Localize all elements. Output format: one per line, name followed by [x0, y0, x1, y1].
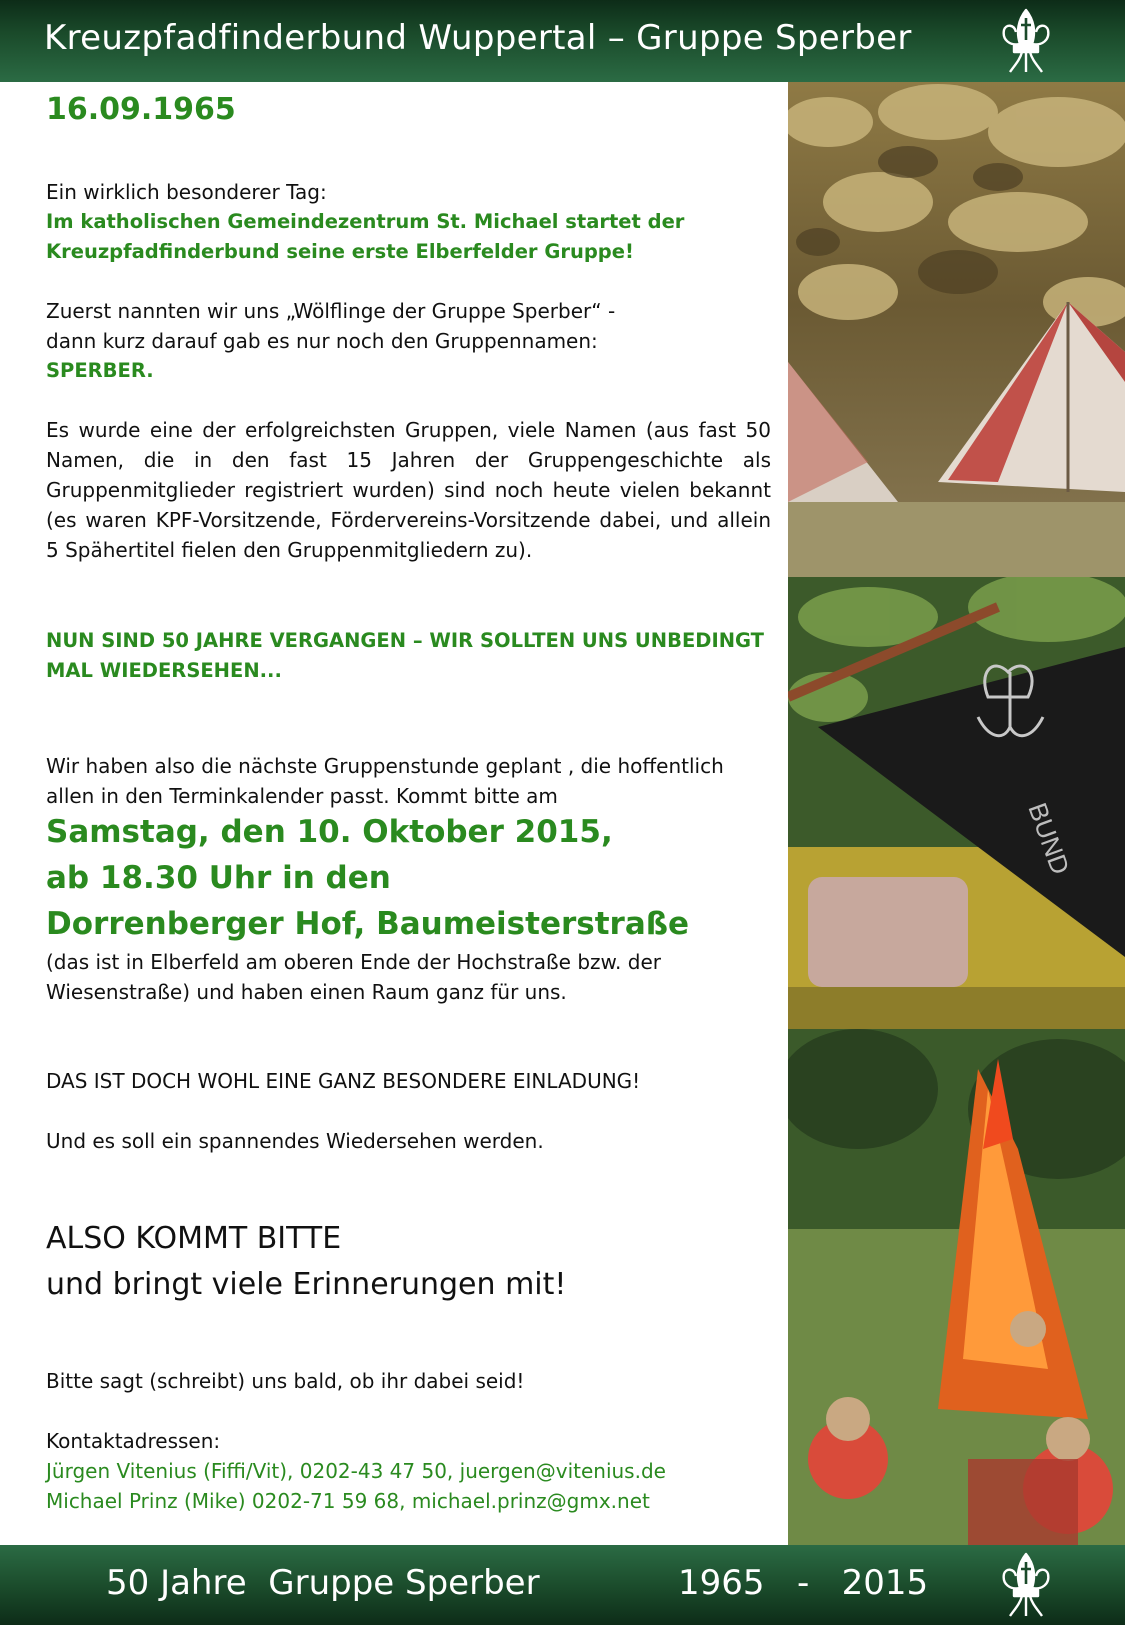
founding-date: 16.09.1965: [46, 92, 236, 127]
names-line2: dann kurz darauf gab es nur noch den Gruppennamen:: [46, 329, 598, 353]
page-header: [0, 0, 1125, 82]
scout-lily-cross-icon: [996, 1550, 1056, 1620]
svg-text:BUND: BUND: [1022, 798, 1076, 879]
call-line1: ALSO KOMMT BITTE: [46, 1221, 342, 1256]
special-invite: DAS IST DOCH WOHL EINE GANZ BESONDERE EINLADUNG!: [46, 1069, 641, 1093]
group-name: SPERBER.: [46, 359, 154, 382]
contact-prinz: Michael Prinz (Mike) 0202-71 59 68, michael.prinz@gmx.net: [46, 1489, 650, 1513]
names-line1: Zuerst nannten wir uns „Wölflinge der Gruppe Sperber“ -: [46, 299, 616, 323]
rsvp-text: Bitte sagt (schreibt) uns bald, ob ihr dabei seid!: [46, 1369, 525, 1393]
location-line1: (das ist in Elberfeld am oberen Ende der Hochstraße bzw. der: [46, 950, 661, 974]
tent-photo: [788, 82, 1125, 577]
fifty-years-line1: NUN SIND 50 JAHRE VERGANGEN – WIR SOLLTEN UNS UNBEDINGT: [46, 629, 764, 652]
page-footer: [0, 1545, 1125, 1625]
plan-line1: Wir haben also die nächste Gruppenstunde geplant , die hoffentlich: [46, 754, 724, 778]
fifty-years-line2: MAL WIEDERSEHEN...: [46, 659, 282, 682]
contacts-label: Kontaktadressen:: [46, 1429, 221, 1453]
plan-line2: allen in den Terminkalender passt. Kommt bitte am: [46, 784, 558, 808]
scout-lily-cross-icon: [996, 6, 1056, 76]
location-line2: Wiesenstraße) und haben einen Raum ganz für uns.: [46, 980, 567, 1004]
page-title: Kreuzpfadfinderbund Wuppertal – Gruppe Sperber: [44, 18, 912, 58]
contact-vitenius: Jürgen Vitenius (Fiffi/Vit), 0202-43 47 50, juergen@vitenius.de: [46, 1459, 666, 1483]
photo-strip: [788, 82, 1125, 1545]
intro-highlight-line2: Kreuzpfadfinderbund seine erste Elberfelder Gruppe!: [46, 240, 634, 263]
campfire-photo: [788, 1029, 1125, 1545]
event-place: Dorrenberger Hof, Baumeisterstraße: [46, 906, 690, 942]
event-date: Samstag, den 10. Oktober 2015,: [46, 814, 613, 850]
reunion-text: Und es soll ein spannendes Wiedersehen werden.: [46, 1129, 544, 1153]
intro-highlight-line1: Im katholischen Gemeindezentrum St. Michael startet der: [46, 210, 685, 233]
intro-text: Ein wirklich besonderer Tag:: [46, 180, 327, 204]
banner-photo: [788, 577, 1125, 1029]
footer-title: 50 Jahre Gruppe Sperber: [106, 1563, 540, 1603]
event-time: ab 18.30 Uhr in den: [46, 860, 391, 896]
history-paragraph: Es wurde eine der erfolgreichsten Gruppen, viele Namen (aus fast 50 Namen, die in den fast 15 Jahren der Gruppengeschichte als Gruppenmitglieder registriert wurden) sind noch heute vielen bekannt (es waren KPF-Vorsitzende, Fördervereins-Vorsitzende dabei, und allein 5 Spähertitel fielen den Gruppenmitgliedern zu).: [46, 418, 771, 562]
call-line2: und bringt viele Erinnerungen mit!: [46, 1267, 567, 1302]
footer-years: 1965 - 2015: [678, 1563, 929, 1603]
